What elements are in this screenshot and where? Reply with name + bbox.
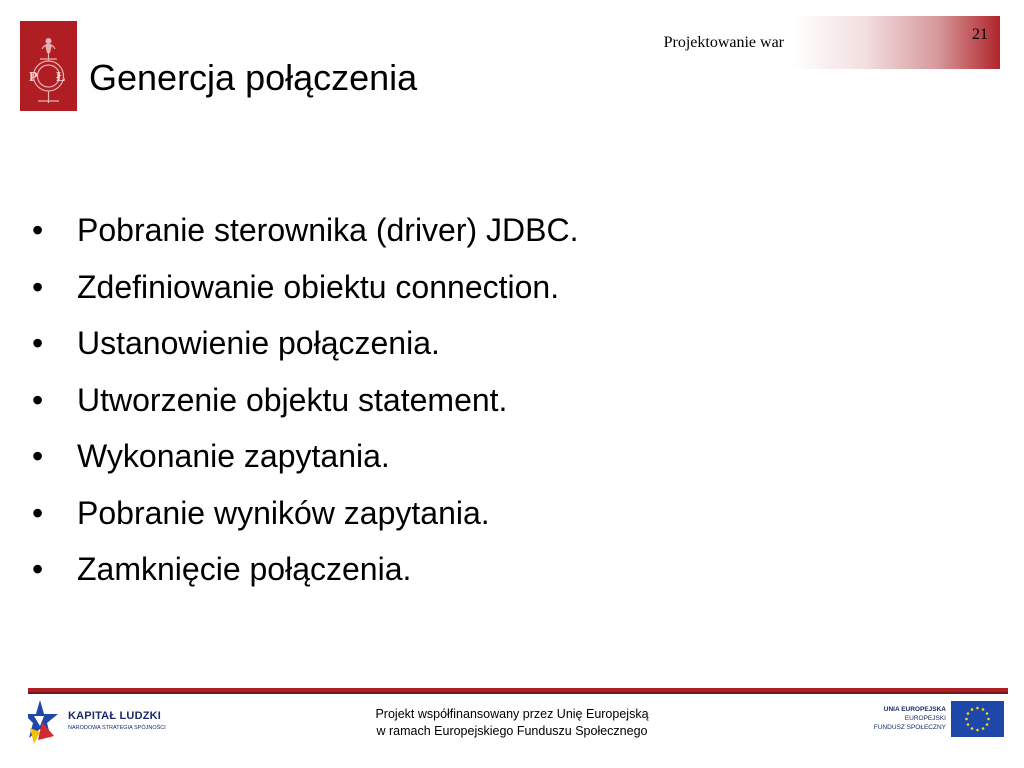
bullet-text: Pobranie sterownika (driver) JDBC. [77,212,579,248]
funding-line-2: w ramach Europejskiego Funduszu Społecznego [376,724,648,738]
kapital-ludzki-subtitle: NARODOWA STRATEGIA SPÓJNOŚCI [68,725,166,731]
eu-fund-label [848,705,946,732]
bullet-item [30,438,579,495]
eu-star-icon [987,718,990,721]
footer [0,696,1024,768]
bullet-item [30,551,579,608]
eu-star-icon [976,729,979,732]
bullet-text: Wykonanie zapytania. [77,438,390,474]
eu-star-icon [982,708,985,711]
eu-star-icon [982,727,985,730]
slide-number: 21 [972,26,988,43]
bullet-text: Utworzenie objektu statement. [77,381,508,418]
svg-text:Ł: Ł [56,70,66,85]
eu-star-icon [971,708,974,711]
bullet-item [30,382,579,439]
eu-star-icon [986,723,989,726]
bullet-text: Zamknięcie połączenia. [77,551,412,587]
eu-star-icon [976,707,979,710]
kapital-ludzki-title: KAPITAŁ LUDZKI [68,710,162,722]
kapital-ludzki-star-icon [28,696,62,748]
footer-divider-shadow [28,692,1008,694]
eu-label-line-2: EUROPEJSKI [904,715,946,722]
funding-line-1: Projekt współfinansowany przez Unię Europejską [375,707,649,721]
funding-statement [312,706,712,740]
bullet-item [30,495,579,552]
kapital-ludzki-logo [28,696,188,748]
bullet-dot: • [32,438,44,474]
eu-star-icon [965,718,968,721]
eu-star-icon [967,712,970,715]
eu-star-icon [967,723,970,726]
bullet-text: Zdefiniowanie obiektu connection. [77,268,560,305]
eu-flag-icon [951,701,1004,737]
bullet-dot: • [32,551,44,587]
bullet-text: Pobranie wyników zapytania. [77,494,490,531]
bullet-item [30,212,579,269]
bullet-dot: • [32,325,44,361]
bullet-dot: • [32,268,44,305]
eu-label-line-1: UNIA EUROPEJSKA [883,706,946,713]
bullet-dot: • [32,494,44,531]
eu-label-line-3: FUNDUSZ SPOŁECZNY [873,724,946,731]
bullet-dot: • [32,212,44,248]
politechnika-lodzka-crest-icon [20,21,77,111]
bullet-list [30,212,579,608]
bullet-text: Ustanowienie połączenia. [77,325,440,361]
bullet-item [30,325,579,382]
svg-text:P: P [29,70,38,85]
bullet-item [30,269,579,326]
header-course-title: Projektowanie war [663,34,784,51]
eu-star-icon [986,712,989,715]
bullet-dot: • [32,381,44,418]
eu-star-icon [971,727,974,730]
slide-title: Genercja połączenia [89,57,418,98]
